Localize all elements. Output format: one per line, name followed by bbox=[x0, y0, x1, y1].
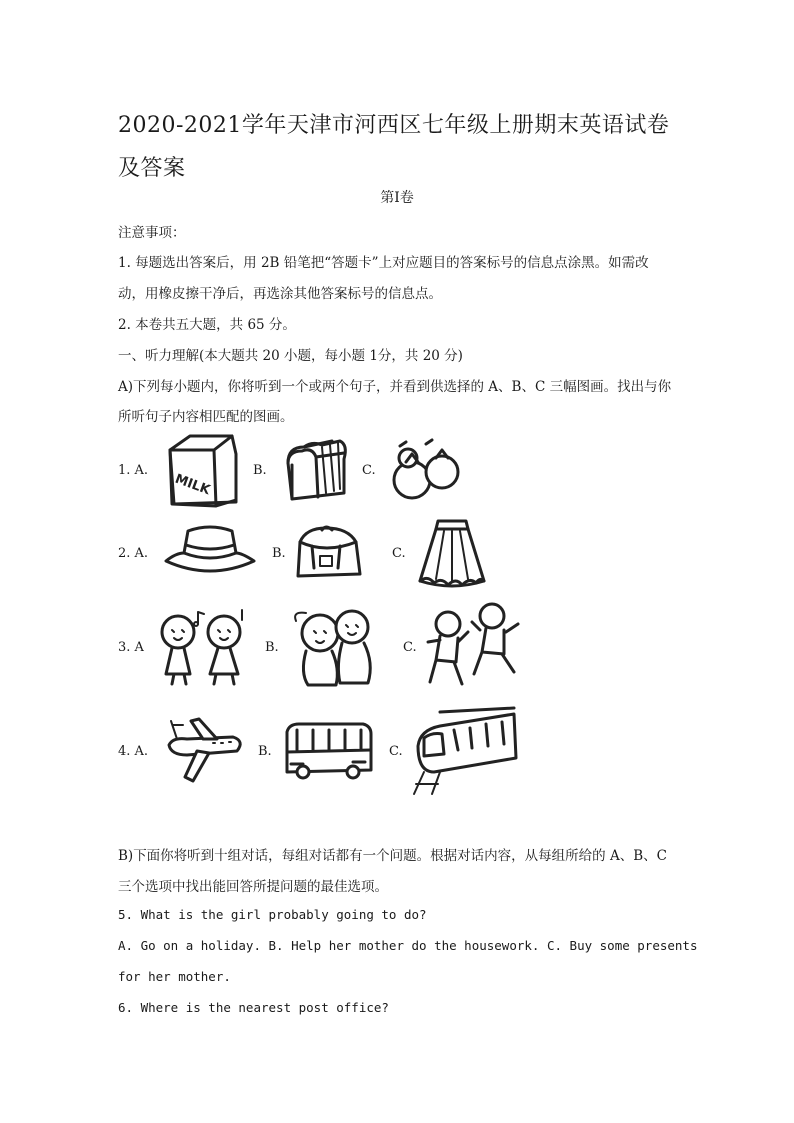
dancing-kids-icon bbox=[424, 602, 522, 692]
question-4-label: 4. A. bbox=[118, 744, 149, 759]
bus-icon bbox=[283, 720, 373, 784]
question-1-option-c: C. bbox=[362, 463, 376, 478]
milk-carton-icon bbox=[162, 430, 240, 514]
question-5-options-line-1: A. Go on a holiday. B. Help her mother do the housework. C. Buy some presents bbox=[118, 938, 698, 953]
train-icon bbox=[410, 706, 520, 800]
question-1-label: 1. A. bbox=[118, 463, 149, 478]
note-1-line-2: 动，用橡皮擦干净后，再选涂其他答案标号的信息点。 bbox=[118, 286, 442, 302]
question-2-label: 2. A. bbox=[118, 546, 149, 561]
part-a-instruction-line-1: A)下列每小题内，你将听到一个或两个句子，并看到供选择的 A、B、C 三幅图画。找出与你 bbox=[118, 379, 672, 395]
skirt-icon bbox=[414, 515, 490, 595]
backpack-icon bbox=[292, 524, 364, 584]
question-4-option-b: B. bbox=[258, 744, 272, 759]
notes-heading: 注意事项： bbox=[118, 225, 186, 241]
part-b-instruction-line-2: 三个选项中找出能回答所提问题的最佳选项。 bbox=[118, 879, 388, 895]
singing-kids-icon bbox=[152, 604, 250, 692]
question-3-option-b: B. bbox=[265, 640, 279, 655]
note-1-line-1: 1. 每题选出答案后，用 2B 铅笔把“答题卡”上对应题目的答案标号的信息点涂黑。如需改 bbox=[118, 255, 649, 271]
question-3-option-c: C. bbox=[403, 640, 417, 655]
exam-title: 2020-2021学年天津市河西区七年级上册期末英语试卷及答案 bbox=[118, 113, 670, 181]
note-2: 2. 本卷共五大题，共 65 分。 bbox=[118, 317, 296, 333]
question-1-option-b: B. bbox=[253, 463, 267, 478]
question-2-option-b: B. bbox=[272, 546, 286, 561]
part-b-instruction-line-1: B)下面你将听到十组对话，每组对话都有一个问题。根据对话内容，从每组所给的 A、B、C bbox=[118, 848, 667, 864]
tomatoes-icon bbox=[386, 436, 466, 508]
volume-heading: 第Ⅰ卷 bbox=[380, 190, 414, 206]
question-2-option-c: C. bbox=[392, 546, 406, 561]
hat-icon bbox=[162, 523, 258, 583]
question-4-option-c: C. bbox=[389, 744, 403, 759]
bread-icon bbox=[282, 433, 350, 507]
question-5-options-line-2: for her mother. bbox=[118, 969, 231, 984]
question-3-label: 3. A bbox=[118, 640, 144, 655]
two-kids-icon bbox=[286, 603, 386, 693]
part-a-instruction-line-2: 所听句子内容相匹配的图画。 bbox=[118, 409, 294, 425]
question-6: 6. Where is the nearest post office? bbox=[118, 1000, 389, 1015]
svg-text:MILK: MILK bbox=[172, 471, 212, 499]
question-5: 5. What is the girl probably going to do? bbox=[118, 907, 427, 922]
section-1-heading: 一、听力理解(本大题共 20 小题，每小题 1分，共 20 分) bbox=[118, 348, 463, 364]
airplane-icon bbox=[163, 711, 247, 789]
